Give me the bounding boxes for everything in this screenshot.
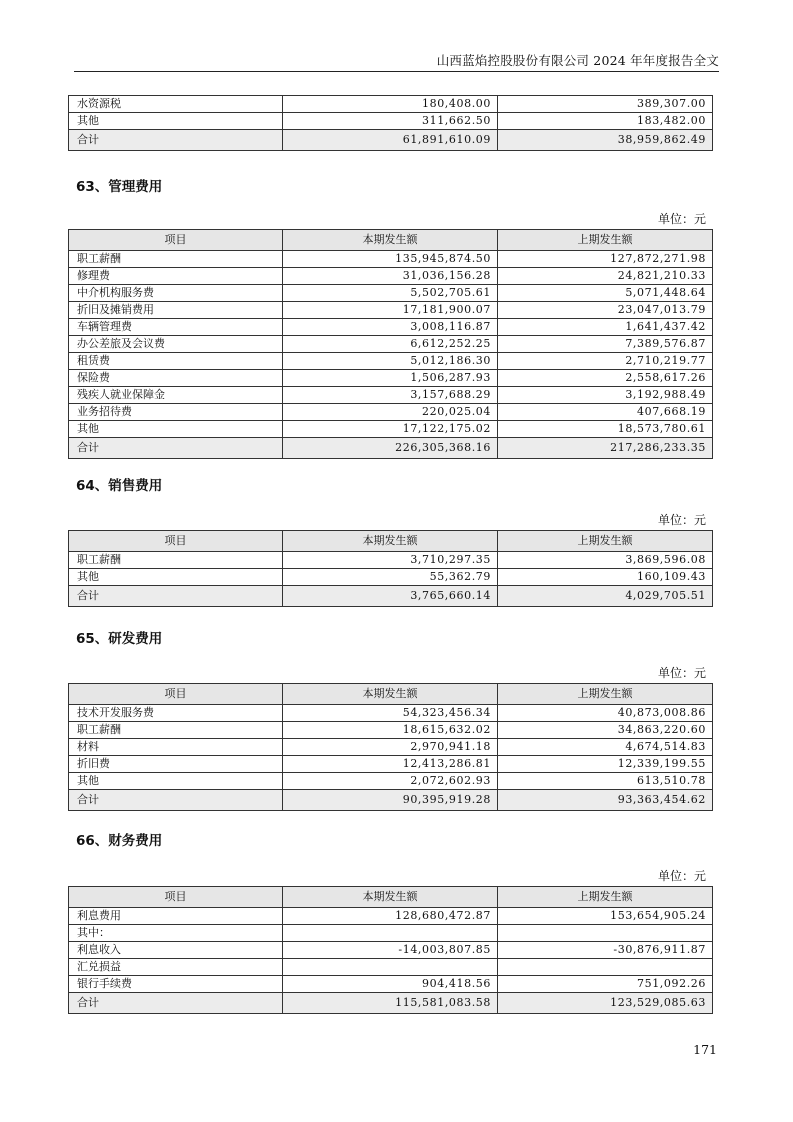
row-current bbox=[283, 959, 498, 976]
total-previous: 123,529,085.63 bbox=[498, 993, 713, 1014]
row-previous: 3,869,596.08 bbox=[498, 552, 713, 569]
row-previous: 183,482.00 bbox=[498, 113, 713, 130]
total-label: 合计 bbox=[69, 438, 283, 459]
row-previous: 153,654,905.24 bbox=[498, 908, 713, 925]
row-previous: 7,389,576.87 bbox=[498, 336, 713, 353]
column-header-item: 项目 bbox=[69, 230, 283, 251]
row-current: 311,662.50 bbox=[283, 113, 498, 130]
row-current: 3,008,116.87 bbox=[283, 319, 498, 336]
table-header-row bbox=[69, 684, 713, 705]
row-item: 租赁费 bbox=[69, 353, 283, 370]
table-row bbox=[69, 705, 713, 722]
row-current: 54,323,456.34 bbox=[283, 705, 498, 722]
header-rule bbox=[74, 71, 719, 72]
row-current: 17,181,900.07 bbox=[283, 302, 498, 319]
row-item: 职工薪酬 bbox=[69, 251, 283, 268]
total-previous: 217,286,233.35 bbox=[498, 438, 713, 459]
row-current: 128,680,472.87 bbox=[283, 908, 498, 925]
table-row bbox=[69, 722, 713, 739]
table-row bbox=[69, 756, 713, 773]
table-row bbox=[69, 113, 713, 130]
table-row bbox=[69, 773, 713, 790]
row-previous: 613,510.78 bbox=[498, 773, 713, 790]
table-row bbox=[69, 96, 713, 113]
row-item: 职工薪酬 bbox=[69, 552, 283, 569]
row-item: 业务招待费 bbox=[69, 404, 283, 421]
table-row bbox=[69, 319, 713, 336]
table-header-row bbox=[69, 887, 713, 908]
row-item: 银行手续费 bbox=[69, 976, 283, 993]
table-header-row bbox=[69, 230, 713, 251]
row-current: 2,072,602.93 bbox=[283, 773, 498, 790]
unit-label: 单位：元 bbox=[657, 869, 706, 883]
row-item: 水资源税 bbox=[69, 96, 283, 113]
total-row bbox=[69, 586, 713, 607]
row-item: 车辆管理费 bbox=[69, 319, 283, 336]
row-item: 利息收入 bbox=[69, 942, 283, 959]
total-label: 合计 bbox=[69, 993, 283, 1014]
row-current: 3,710,297.35 bbox=[283, 552, 498, 569]
row-current: -14,003,807.85 bbox=[283, 942, 498, 959]
table-row bbox=[69, 908, 713, 925]
row-previous: 34,863,220.60 bbox=[498, 722, 713, 739]
selling-expenses-table bbox=[68, 530, 713, 607]
total-current: 226,305,368.16 bbox=[283, 438, 498, 459]
section-title-admin-expenses: 63、管理费用 bbox=[76, 179, 163, 195]
column-header-previous: 上期发生额 bbox=[498, 531, 713, 552]
table-row bbox=[69, 959, 713, 976]
row-previous: 160,109.43 bbox=[498, 569, 713, 586]
section-title-finance-expenses: 66、财务费用 bbox=[76, 833, 163, 849]
row-item: 职工薪酬 bbox=[69, 722, 283, 739]
row-current: 5,012,186.30 bbox=[283, 353, 498, 370]
table-row bbox=[69, 336, 713, 353]
column-header-item: 项目 bbox=[69, 531, 283, 552]
column-header-item: 项目 bbox=[69, 684, 283, 705]
row-item: 折旧及摊销费用 bbox=[69, 302, 283, 319]
row-previous: 2,558,617.26 bbox=[498, 370, 713, 387]
taxes-continued-table bbox=[68, 95, 713, 151]
row-current: 55,362.79 bbox=[283, 569, 498, 586]
column-header-current: 本期发生额 bbox=[283, 887, 498, 908]
row-item: 其他 bbox=[69, 773, 283, 790]
row-item: 其他 bbox=[69, 113, 283, 130]
row-previous: 24,821,210.33 bbox=[498, 268, 713, 285]
row-item: 办公差旅及会议费 bbox=[69, 336, 283, 353]
row-previous: 40,873,008.86 bbox=[498, 705, 713, 722]
total-current: 115,581,083.58 bbox=[283, 993, 498, 1014]
row-previous bbox=[498, 925, 713, 942]
row-previous: 23,047,013.79 bbox=[498, 302, 713, 319]
row-current: 1,506,287.93 bbox=[283, 370, 498, 387]
total-previous: 38,959,862.49 bbox=[498, 130, 713, 151]
table-row bbox=[69, 976, 713, 993]
table-row bbox=[69, 370, 713, 387]
total-label: 合计 bbox=[69, 586, 283, 607]
row-item: 汇兑损益 bbox=[69, 959, 283, 976]
row-current: 135,945,874.50 bbox=[283, 251, 498, 268]
row-item: 残疾人就业保障金 bbox=[69, 387, 283, 404]
column-header-current: 本期发生额 bbox=[283, 684, 498, 705]
table-row bbox=[69, 925, 713, 942]
row-item: 技术开发服务费 bbox=[69, 705, 283, 722]
table-row bbox=[69, 251, 713, 268]
table-header-row bbox=[69, 531, 713, 552]
page-header: 山西蓝焰控股股份有限公司 2024 年年度报告全文 bbox=[436, 53, 719, 68]
row-previous: 3,192,988.49 bbox=[498, 387, 713, 404]
row-current: 12,413,286.81 bbox=[283, 756, 498, 773]
unit-label: 单位：元 bbox=[657, 513, 706, 527]
table-row bbox=[69, 404, 713, 421]
row-item: 保险费 bbox=[69, 370, 283, 387]
row-previous: 5,071,448.64 bbox=[498, 285, 713, 302]
row-previous: 4,674,514.83 bbox=[498, 739, 713, 756]
unit-label: 单位：元 bbox=[657, 666, 706, 680]
column-header-previous: 上期发生额 bbox=[498, 887, 713, 908]
row-item: 其他 bbox=[69, 421, 283, 438]
row-current: 17,122,175.02 bbox=[283, 421, 498, 438]
row-previous: 127,872,271.98 bbox=[498, 251, 713, 268]
table-row bbox=[69, 421, 713, 438]
section-title-rnd-expenses: 65、研发费用 bbox=[76, 631, 163, 647]
table-row bbox=[69, 387, 713, 404]
row-item: 折旧费 bbox=[69, 756, 283, 773]
row-item: 其中： bbox=[69, 925, 283, 942]
column-header-previous: 上期发生额 bbox=[498, 684, 713, 705]
table-row bbox=[69, 942, 713, 959]
row-current: 904,418.56 bbox=[283, 976, 498, 993]
row-previous: 2,710,219.77 bbox=[498, 353, 713, 370]
page-number: 171 bbox=[693, 1042, 717, 1057]
total-row bbox=[69, 130, 713, 151]
row-previous: 751,092.26 bbox=[498, 976, 713, 993]
column-header-current: 本期发生额 bbox=[283, 531, 498, 552]
row-current: 18,615,632.02 bbox=[283, 722, 498, 739]
row-current: 180,408.00 bbox=[283, 96, 498, 113]
table-row bbox=[69, 268, 713, 285]
section-title-selling-expenses: 64、销售费用 bbox=[76, 478, 163, 494]
total-row bbox=[69, 790, 713, 811]
row-current: 31,036,156.28 bbox=[283, 268, 498, 285]
row-previous: 12,339,199.55 bbox=[498, 756, 713, 773]
total-label: 合计 bbox=[69, 790, 283, 811]
table-row bbox=[69, 569, 713, 586]
total-current: 61,891,610.09 bbox=[283, 130, 498, 151]
row-current: 220,025.04 bbox=[283, 404, 498, 421]
row-item: 中介机构服务费 bbox=[69, 285, 283, 302]
row-item: 修理费 bbox=[69, 268, 283, 285]
row-previous: -30,876,911.87 bbox=[498, 942, 713, 959]
row-current bbox=[283, 925, 498, 942]
row-current: 3,157,688.29 bbox=[283, 387, 498, 404]
row-previous: 18,573,780.61 bbox=[498, 421, 713, 438]
rnd-expenses-table bbox=[68, 683, 713, 811]
row-current: 2,970,941.18 bbox=[283, 739, 498, 756]
row-current: 5,502,705.61 bbox=[283, 285, 498, 302]
row-previous: 1,641,437.42 bbox=[498, 319, 713, 336]
unit-label: 单位：元 bbox=[657, 212, 706, 226]
column-header-current: 本期发生额 bbox=[283, 230, 498, 251]
table-row bbox=[69, 739, 713, 756]
admin-expenses-table bbox=[68, 229, 713, 459]
table-row bbox=[69, 302, 713, 319]
total-current: 3,765,660.14 bbox=[283, 586, 498, 607]
total-previous: 4,029,705.51 bbox=[498, 586, 713, 607]
total-current: 90,395,919.28 bbox=[283, 790, 498, 811]
column-header-item: 项目 bbox=[69, 887, 283, 908]
row-previous: 389,307.00 bbox=[498, 96, 713, 113]
total-row bbox=[69, 438, 713, 459]
table-row bbox=[69, 552, 713, 569]
total-row bbox=[69, 993, 713, 1014]
row-previous: 407,668.19 bbox=[498, 404, 713, 421]
total-label: 合计 bbox=[69, 130, 283, 151]
column-header-previous: 上期发生额 bbox=[498, 230, 713, 251]
total-previous: 93,363,454.62 bbox=[498, 790, 713, 811]
row-current: 6,612,252.25 bbox=[283, 336, 498, 353]
table-row bbox=[69, 353, 713, 370]
row-item: 其他 bbox=[69, 569, 283, 586]
row-item: 材料 bbox=[69, 739, 283, 756]
row-previous bbox=[498, 959, 713, 976]
row-item: 利息费用 bbox=[69, 908, 283, 925]
table-row bbox=[69, 285, 713, 302]
finance-expenses-table bbox=[68, 886, 713, 1014]
